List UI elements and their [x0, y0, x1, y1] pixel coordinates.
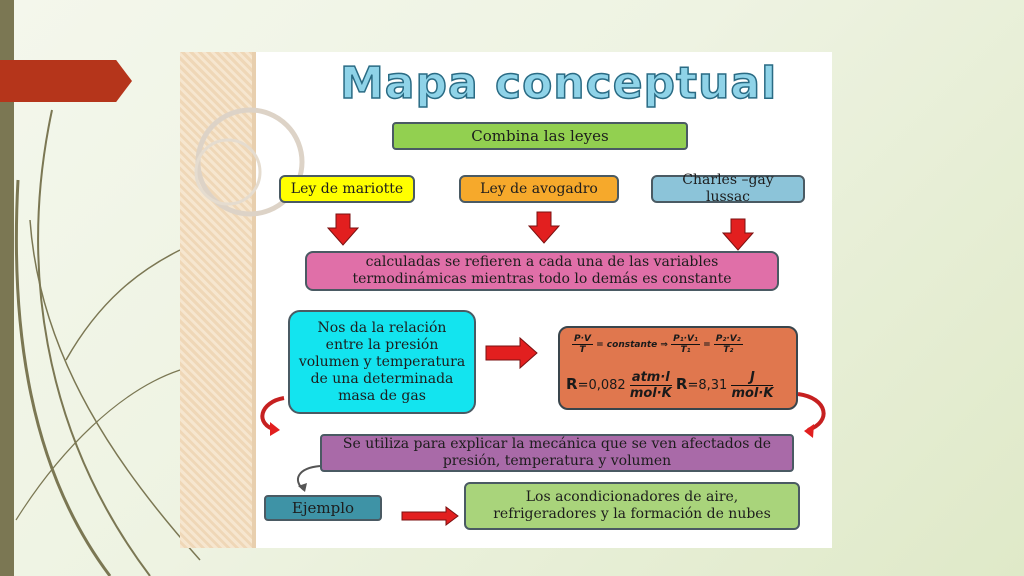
- r2-units: $\frac{J}{\text{mol·K}}$: [731, 370, 774, 401]
- right-arrow-to-example-icon: [402, 507, 458, 525]
- down-arrow-charles-icon: [723, 219, 753, 250]
- red-arrow-tab: [0, 60, 132, 102]
- down-arrow-mariotte-icon: [328, 214, 358, 245]
- ley-mariotte-box: Ley de mariotte: [279, 175, 415, 203]
- curved-arrow-small-icon: [298, 466, 320, 492]
- p1v1-over-t1: $\frac{\text{P₁·V₁}}{\text{T₁}}$: [673, 334, 698, 355]
- connector-arrows: [180, 52, 832, 548]
- constante-text: = constante ⇒: [596, 340, 668, 350]
- ejemplos-texto-box: Los acondicionadores de aire, refrigeradores y la formación de nubes: [464, 482, 800, 530]
- curved-arrow-left-icon: [262, 398, 284, 436]
- r1-units: $\frac{\text{atm·l}}{\text{mol·K}}$: [629, 370, 672, 401]
- r2-value: =8,31: [687, 378, 728, 393]
- charles-gay-lussac-box: Charles –gay lussac: [651, 175, 805, 203]
- p2v2-over-t2: $\frac{\text{P₂·V₂}}{\text{T₂}}$: [715, 334, 741, 355]
- ejemplo-box: Ejemplo: [264, 495, 382, 521]
- utiliza-box: Se utiliza para explicar la mecánica que se ven afectados de presión, temperatura y volumen: [320, 434, 794, 472]
- r1-label: R: [566, 375, 578, 393]
- calculadas-box: calculadas se refieren a cada una de las variables termodinámicas mientras todo lo demás es constante: [305, 251, 779, 291]
- relacion-box: Nos da la relación entre la presión volumen y temperatura de una determinada masa de gas: [288, 310, 476, 414]
- page-title: Mapa conceptual: [340, 58, 778, 109]
- down-arrow-avogadro-icon: [529, 212, 559, 243]
- combina-leyes-box: Combina las leyes: [392, 122, 688, 150]
- equals-sign: =: [703, 340, 711, 350]
- right-arrow-to-formula-icon: [486, 338, 537, 368]
- pv-over-t: $\frac{P\cdot V}{T}$: [574, 334, 591, 355]
- concept-map-slide: [180, 52, 832, 548]
- r2-label: R: [675, 375, 688, 393]
- curved-arrow-right-icon: [798, 394, 824, 438]
- r1-value: =0,082: [577, 378, 626, 393]
- ley-avogadro-box: Ley de avogadro: [459, 175, 619, 203]
